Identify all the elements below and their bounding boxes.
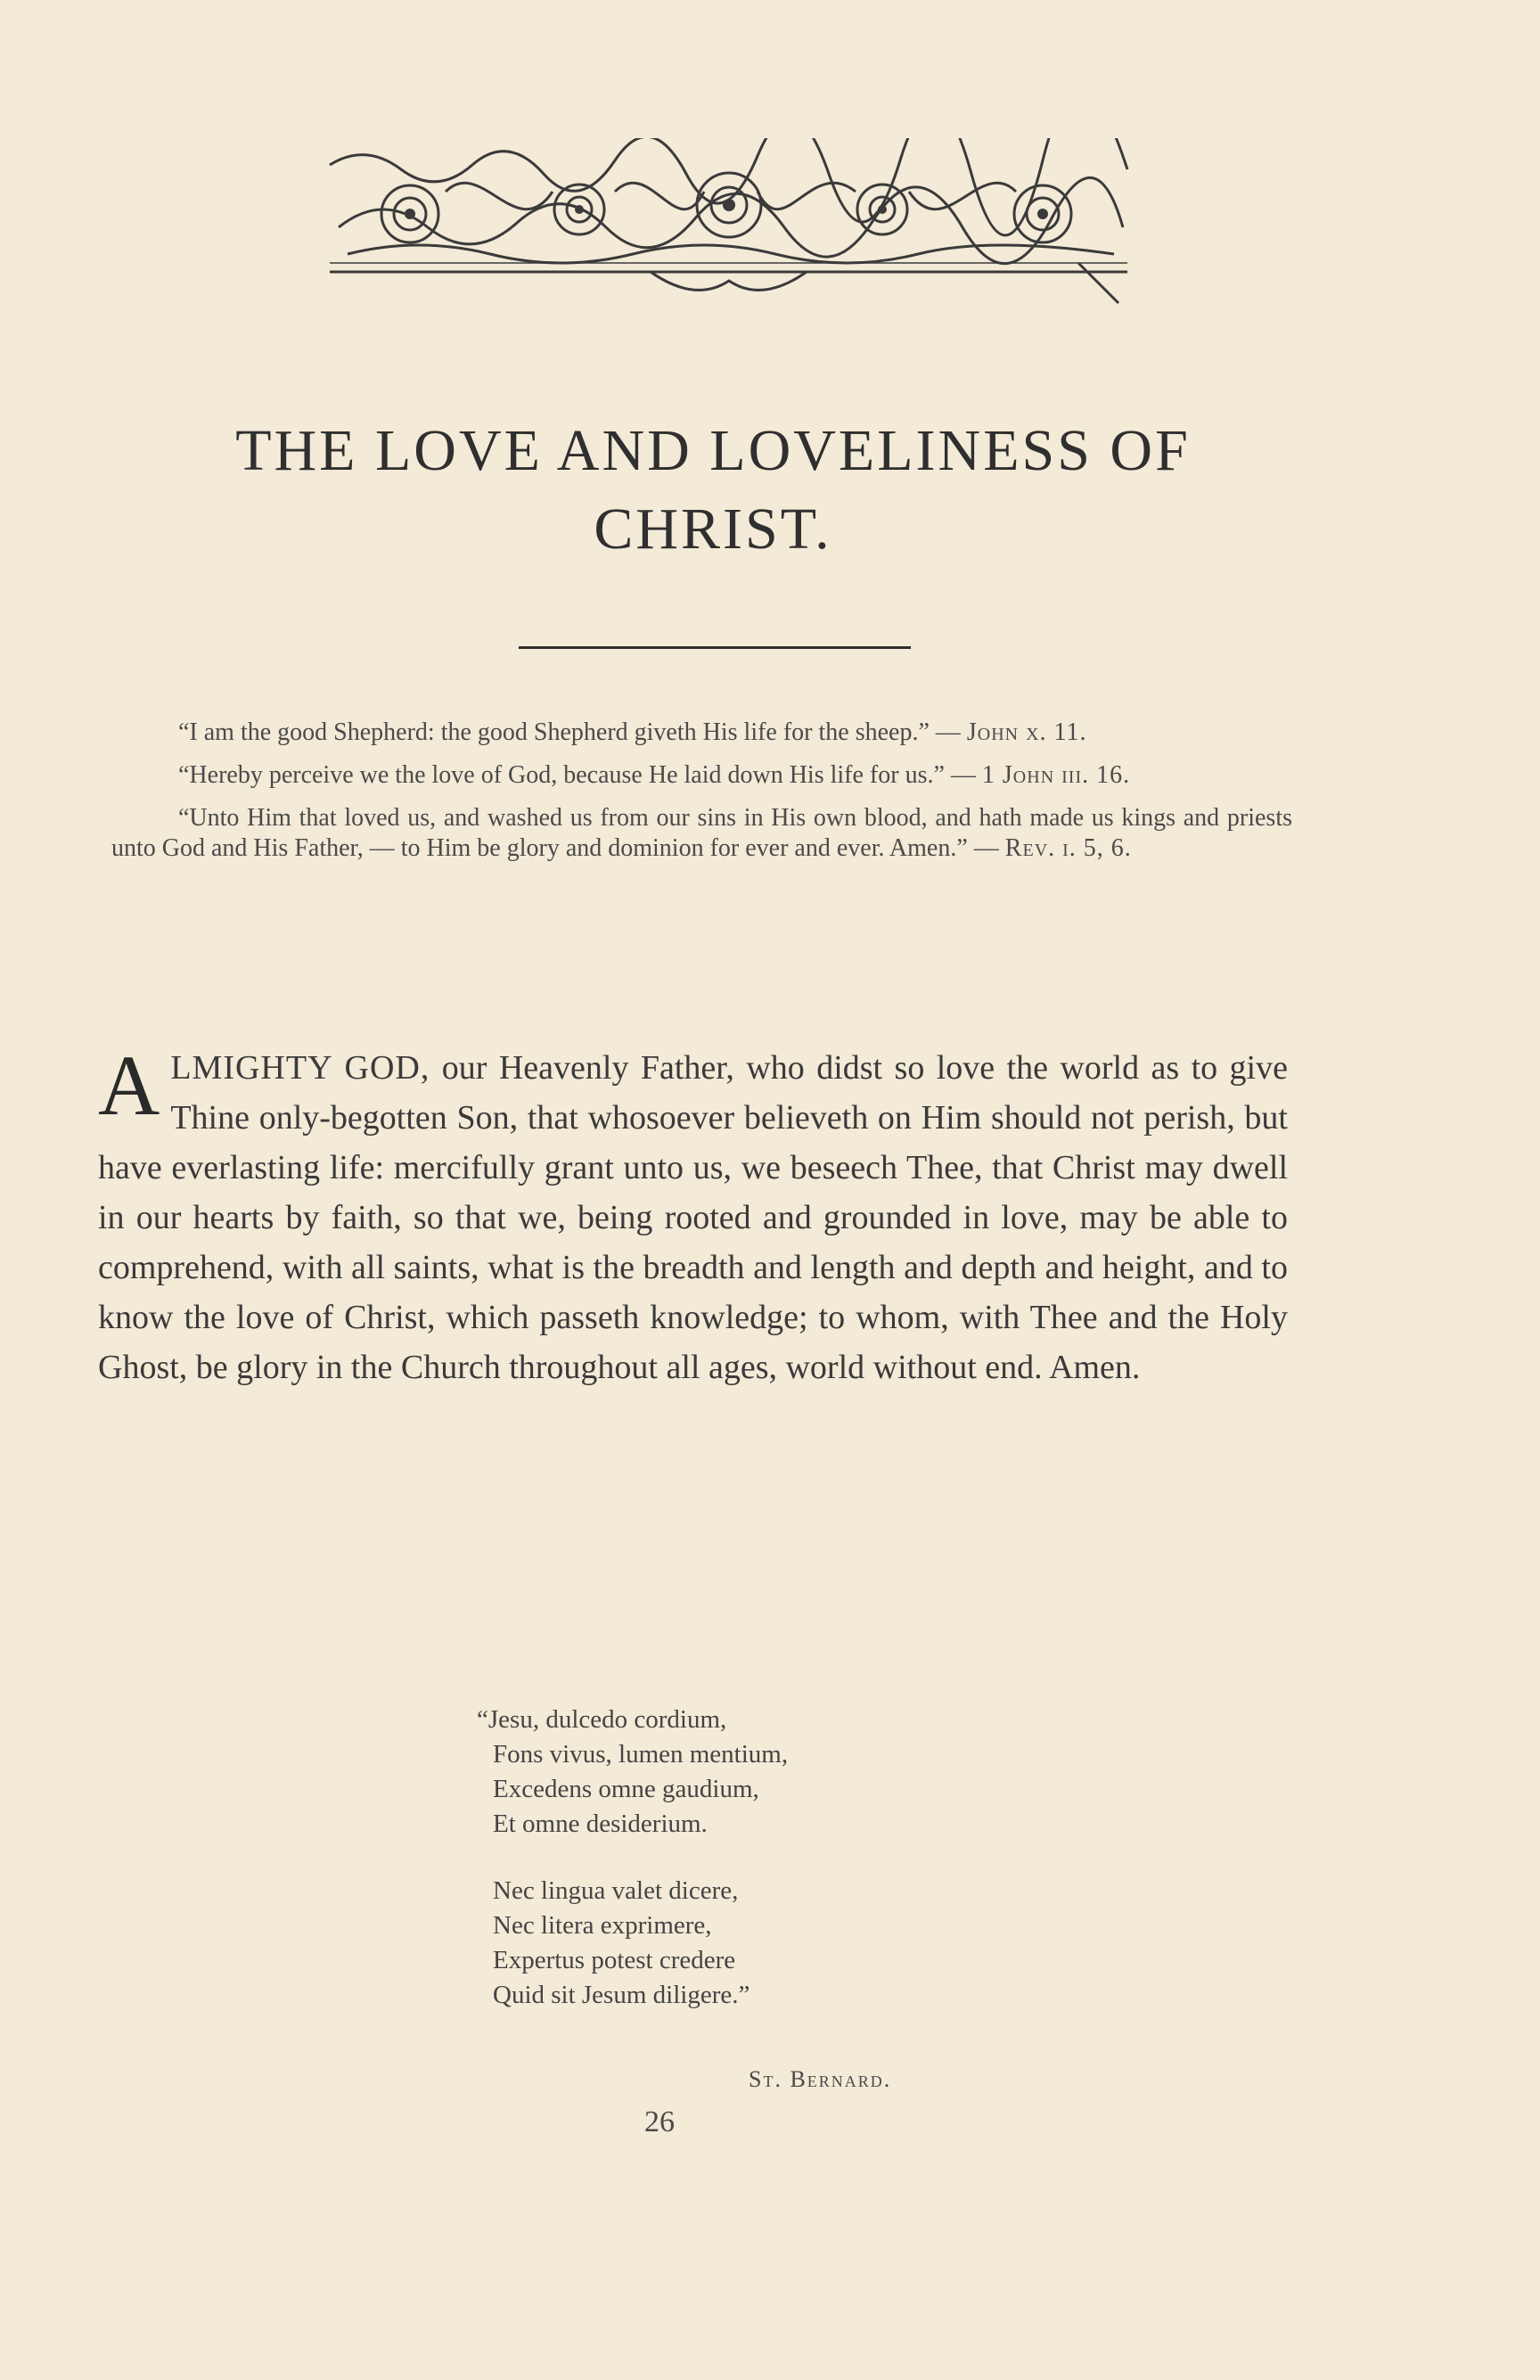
hymn-line: Nec litera exprimere, <box>493 1911 712 1940</box>
scripture-epigraphs <box>111 718 1292 876</box>
epigraph <box>111 803 1292 864</box>
epigraph-text: “Unto Him that loved us, and washed us from our sins in His own blood, and hath made us kings and priests unto God and His Father, — to Him be glory and dominion for ever and ever. Amen.” — <box>111 804 1292 862</box>
title-divider <box>519 646 911 649</box>
drop-cap: A <box>98 1038 160 1133</box>
hymn-line: Nec lingua valet dicere, <box>493 1876 739 1905</box>
epigraph-citation: 1 John iii. 16. <box>981 761 1131 789</box>
epigraph-text: “Hereby perceive we the love of God, because He laid down His life for us.” — <box>178 761 976 789</box>
prayer-opening: LMIGHTY GOD, <box>170 1049 430 1087</box>
hymn-stanza <box>477 1874 1012 2013</box>
decorative-headpiece <box>312 138 1145 308</box>
hymn-author: St. Bernard. <box>749 2066 892 2092</box>
collect-prayer <box>98 1038 1288 1392</box>
title-line-1: THE LOVE AND LOVELINESS OF <box>235 418 1191 483</box>
chapter-title <box>134 412 1292 569</box>
epigraph <box>111 718 1292 748</box>
hymn-line: Excedens omne gaudium, <box>493 1775 759 1803</box>
hymn-line: Fons vivus, lumen mentium, <box>493 1740 789 1769</box>
hymn-line: Quid sit Jesum diligere.” <box>493 1981 750 2009</box>
epigraph-citation: Rev. i. 5, 6. <box>1004 834 1132 862</box>
hymn-stanza <box>477 1703 1012 1842</box>
title-line-2: CHRIST. <box>594 497 832 562</box>
latin-hymn <box>477 1703 1012 2045</box>
hymn-line: Expertus potest credere <box>493 1946 736 1974</box>
page-number: 26 <box>644 2105 675 2138</box>
prayer-text: our Heavenly Father, who didst so love the world as to give Thine only-begotten Son, that whosoever believeth on Him should not perish, but have everlasting life: mercifully grant unto us, we beseech Thee, that Christ may dwell in our hearts by faith, so that we, being rooted and grounded in love, may be able to comprehend, with all saints, what is the breadth and length and depth and height, and to know the love of Christ, which passeth knowledge; to whom, with Thee and the Holy Ghost, be glory in the Church throughout all ages, world without end. Amen. <box>98 1049 1288 1386</box>
hymn-line: “Jesu, dulcedo cordium, <box>477 1705 727 1734</box>
epigraph-text: “I am the good Shepherd: the good Shepherd giveth His life for the sheep.” — <box>178 718 961 746</box>
hymn-line: Et omne desiderium. <box>493 1810 708 1838</box>
epigraph-citation: John x. 11. <box>966 718 1087 746</box>
epigraph <box>111 760 1292 791</box>
